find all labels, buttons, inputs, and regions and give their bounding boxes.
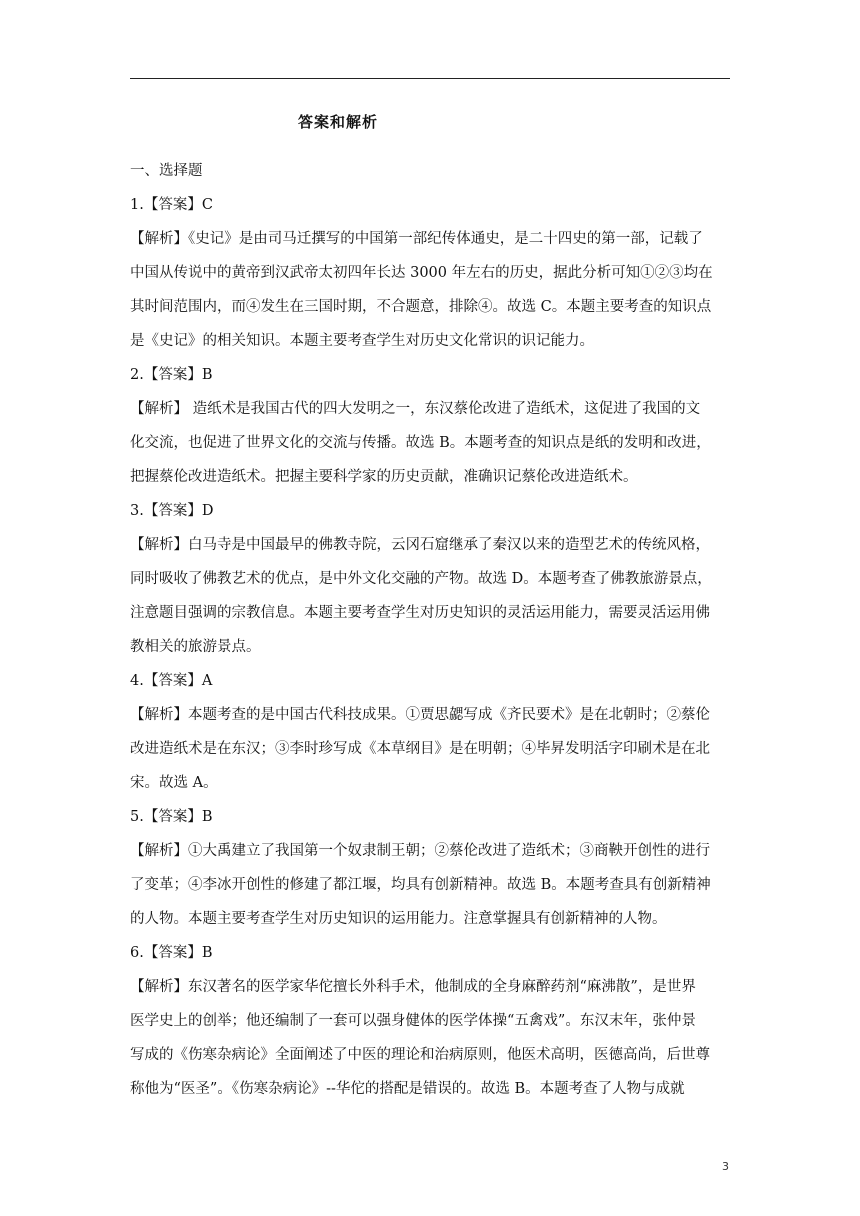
analysis-line: 同时吸收了佛教艺术的优点，是中外文化交融的产物。故选 D。本题考查了佛教旅游景点， <box>130 571 712 587</box>
question-item-2 <box>130 361 730 497</box>
analysis-line: 【解析】白马寺是中国最早的佛教寺院，云冈石窟继承了秦汉以来的造型艺术的传统风格， <box>130 537 710 553</box>
answer-line: 6.【答案】B <box>130 945 213 961</box>
header-rule <box>130 78 730 79</box>
analysis-line: 【解析】 造纸术是我国古代的四大发明之一，东汉蔡伦改进了造纸术，这促进了我国的文 <box>130 401 701 417</box>
analysis-line: 【解析】本题考查的是中国古代科技成果。①贾思勰写成《齐民要术》是在北朝时；②蔡伦 <box>130 707 710 723</box>
page-number: 3 <box>722 1160 729 1173</box>
analysis-line: 了变革；④李冰开创性的修建了都江堰，均具有创新精神。故选 B。本题考查具有创新精神 <box>130 877 711 893</box>
analysis-line: 教相关的旅游景点。 <box>130 639 261 655</box>
analysis-line: 是《史记》的相关知识。本题主要考查学生对历史文化常识的识记能力。 <box>130 333 594 349</box>
question-item-5 <box>130 803 730 939</box>
question-item-1 <box>130 191 730 361</box>
section-title: 一、选择题 <box>130 163 203 179</box>
analysis-line: 中国从传说中的黄帝到汉武帝太初四年长达 3000 年左右的历史，据此分析可知①②③均在 <box>130 265 713 281</box>
question-item-3 <box>130 497 730 667</box>
analysis-line: 宋。故选 A。 <box>130 775 218 791</box>
analysis-line: 其时间范围内，而④发生在三国时期，不合题意，排除④。故选 C。本题主要考查的知识点 <box>130 299 712 315</box>
analysis-line: 把握蔡伦改进造纸术。把握主要科学家的历史贡献，准确识记蔡伦改进造纸术。 <box>130 469 638 485</box>
page-heading: 答案和解析 <box>298 113 379 131</box>
analysis-line: 称他为“医圣”。《伤寒杂病论》--华佗的搭配是错误的。故选 B。本题考查了人物与成就 <box>130 1081 685 1097</box>
question-item-4 <box>130 667 730 803</box>
analysis-line: 医学史上的创举；他还编制了一套可以强身健体的医学体操“五禽戏”。东汉末年，张仲景 <box>130 1013 696 1029</box>
analysis-line: 写成的《伤寒杂病论》全面阐述了中医的理论和治病原则，他医术高明，医德高尚，后世尊 <box>130 1047 710 1063</box>
analysis-line: 【解析】①大禹建立了我国第一个奴隶制王朝；②蔡伦改进了造纸术；③商鞅开创性的进行 <box>130 843 710 859</box>
question-item-6 <box>130 939 730 1103</box>
answer-line: 2.【答案】B <box>130 367 213 383</box>
answer-line: 4.【答案】A <box>130 673 213 689</box>
analysis-line: 【解析】《史记》是由司马迁撰写的中国第一部纪传体通史，是二十四史的第一部，记载了 <box>130 231 703 247</box>
answer-line: 5.【答案】B <box>130 809 213 825</box>
answer-body <box>130 157 730 1103</box>
analysis-line: 改进造纸术是在东汉；③李时珍写成《本草纲目》是在明朝；④毕昇发明活字印刷术是在北 <box>130 741 710 757</box>
answer-line: 1.【答案】C <box>130 197 213 213</box>
analysis-line: 注意题目强调的宗教信息。本题主要考查学生对历史知识的灵活运用能力，需要灵活运用佛 <box>130 605 710 621</box>
answer-line: 3.【答案】D <box>130 503 214 519</box>
analysis-line: 的人物。本题主要考查学生对历史知识的运用能力。注意掌握具有创新精神的人物。 <box>130 911 667 927</box>
analysis-line: 化交流，也促进了世界文化的交流与传播。故选 B。本题考查的知识点是纸的发明和改进， <box>130 435 711 451</box>
analysis-line: 【解析】东汉著名的医学家华佗擅长外科手术，他制成的全身麻醉药剂“麻沸散”，是世界 <box>130 979 696 995</box>
